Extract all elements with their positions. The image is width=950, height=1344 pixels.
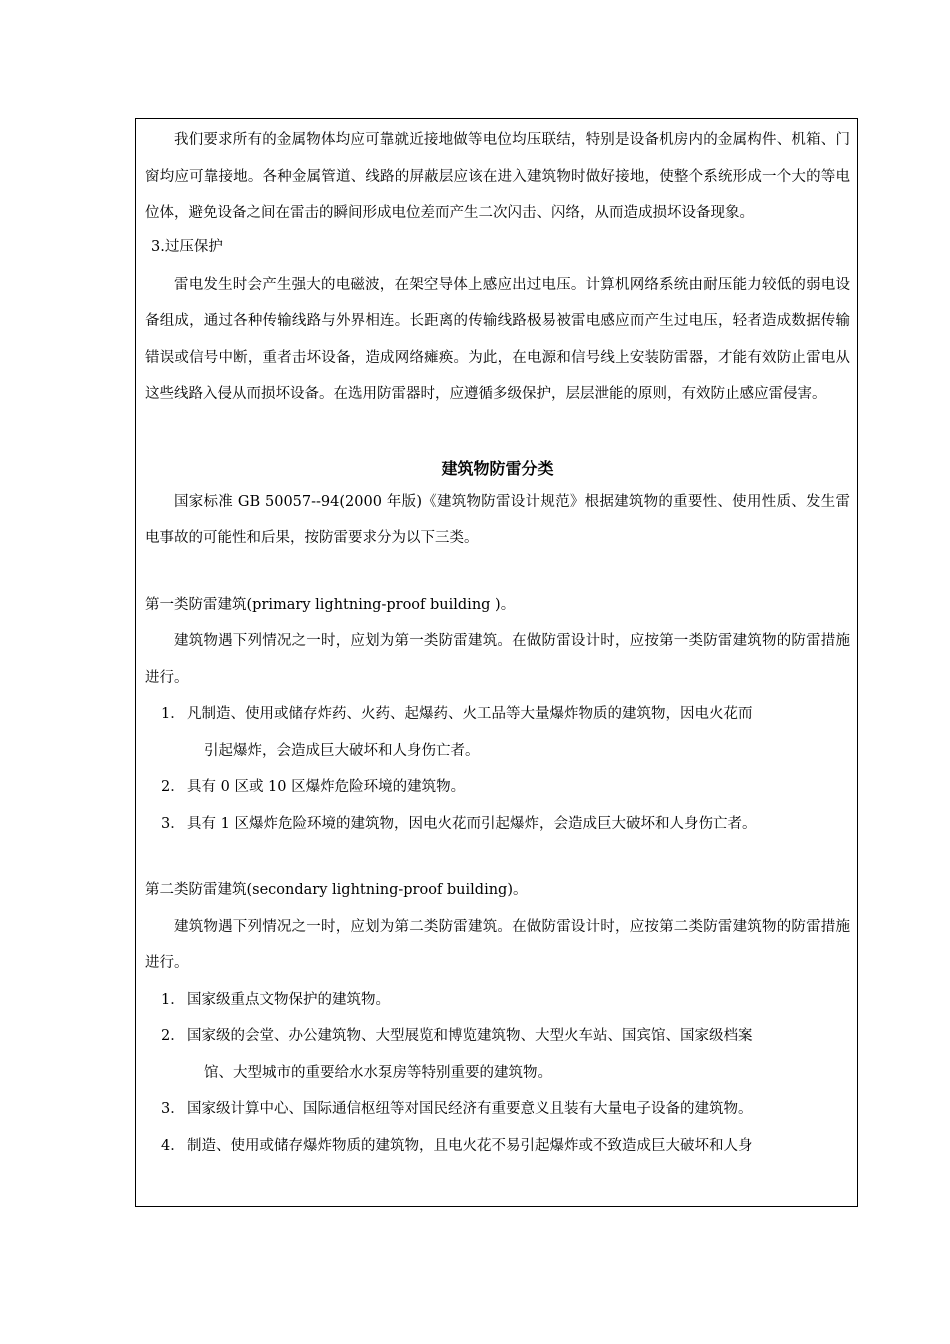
list-text: 国家级的会堂、办公建筑物、大型展览和博览建筑物、大型火车站、国宾馆、国家级档案 [187, 1028, 753, 1044]
paragraph-grounding: 我们要求所有的金属物体均应可靠就近接地做等电位均压联结，特别是设备机房内的金属构件、机箱、门窗均应可靠接地。各种金属管道、线路的屏蔽层应该在进入建筑物时做好接地，使整个系统形成一个大的等电位体，避免设备之间在雷击的瞬间形成电位差而产生二次闪击、闪络，从而造成损坏设备现象。 [145, 132, 850, 221]
class1-list [145, 696, 850, 842]
list-item [145, 806, 850, 843]
list-item [145, 1091, 850, 1128]
list-text: 具有 0 区或 10 区爆炸危险环境的建筑物。 [187, 779, 466, 795]
blank-line [145, 842, 850, 872]
section-title: 建筑物防雷分类 [441, 458, 554, 478]
list-text: 具有 1 区爆炸危险环境的建筑物，因电火花而引起爆炸，会造成巨大破坏和人身伤亡者。 [187, 815, 757, 832]
list-text: 制造、使用或储存爆炸物质的建筑物，且电火花不易引起爆炸或不致造成巨大破坏和人身 [187, 1137, 753, 1154]
blank-line [145, 557, 850, 587]
list-text: 国家级计算中心、国际通信枢纽等对国民经济有重要意义且装有大量电子设备的建筑物。 [187, 1101, 753, 1117]
list-text-continued: 引起爆炸，会造成巨大破坏和人身伤亡者。 [204, 742, 480, 759]
list-text: 凡制造、使用或储存炸药、火药、起爆药、火工品等大量爆炸物质的建筑物，因电火花而 [187, 706, 753, 722]
list-number: 1． [161, 706, 185, 722]
class1-heading: 第一类防雷建筑(primary lightning-proof building )。 [145, 596, 516, 613]
class2-heading: 第二类防雷建筑(secondary lightning-proof building)。 [145, 882, 528, 898]
list-item [145, 769, 850, 806]
list-number: 2． [161, 1028, 185, 1044]
list-item [145, 1128, 850, 1165]
list-number: 3． [161, 1101, 185, 1117]
paragraph-overvoltage: 雷电发生时会产生强大的电磁波，在架空导体上感应出过电压。计算机网络系统由耐压能力较低的弱电设备组成，通过各种传输线路与外界相连。长距离的传输线路极易被雷电感应而产生过电压，轻者造成数据传输错误或信号中断，重者击坏设备，造成网络瘫痪。为此，在电源和信号线上安装防雷器，才能有效防止雷电从这些线路入侵从而损坏设备。在选用防雷器时，应遵循多级保护，层层泄能的原则，有效防止感应雷侵害。 [145, 276, 850, 402]
list-text: 国家级重点文物保护的建筑物。 [187, 991, 390, 1008]
list-text-continued: 馆、大型城市的重要给水水泵房等特别重要的建筑物。 [204, 1064, 552, 1081]
class1-intro: 建筑物遇下列情况之一时，应划为第一类防雷建筑。在做防雷设计时，应按第一类防雷建筑物的防雷措施进行。 [145, 633, 850, 686]
document-body [145, 122, 850, 1164]
list-number: 2． [161, 779, 185, 795]
class2-intro: 建筑物遇下列情况之一时，应划为第二类防雷建筑。在做防雷设计时，应按第二类防雷建筑物的防雷措施进行。 [145, 918, 850, 971]
paragraph-standard: 国家标准 GB 50057--94(2000 年版)《建筑物防雷设计规范》根据建筑物的重要性、使用性质、发生雷电事故的可能性和后果，按防雷要求分为以下三类。 [145, 493, 850, 546]
frame-bottom-border [135, 1206, 858, 1207]
class2-list [145, 982, 850, 1165]
list-number: 3． [161, 815, 185, 832]
list-item [145, 696, 850, 769]
list-number: 4． [161, 1137, 185, 1154]
section-heading-overvoltage: 3.过压保护 [151, 238, 223, 255]
list-item [145, 982, 850, 1019]
list-number: 1． [161, 991, 185, 1008]
list-item [145, 1018, 850, 1091]
